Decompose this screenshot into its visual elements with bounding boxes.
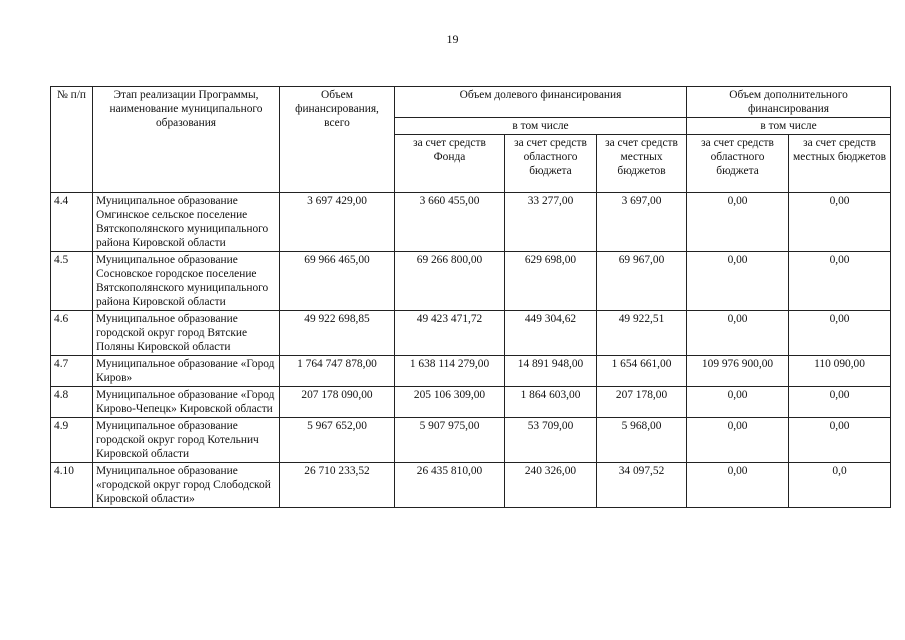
- row-name: Муниципальное образование «городской округ город Слободской Кировской области»: [93, 463, 280, 508]
- row-total: 69 966 465,00: [280, 252, 395, 311]
- row-regional: 14 891 948,00: [505, 356, 597, 387]
- row-name: Муниципальное образование Омгинское сельское поселение Вятскополянского муниципального района Кировской области: [93, 193, 280, 252]
- row-fund: 1 638 114 279,00: [395, 356, 505, 387]
- header-regional: за счет средств областного бюджета: [505, 135, 597, 193]
- row-name: Муниципальное образование Сосновское городское поселение Вятскополянского муниципального района Кировской области: [93, 252, 280, 311]
- row-add-regional: 0,00: [687, 311, 789, 356]
- row-fund: 205 106 309,00: [395, 387, 505, 418]
- row-total: 1 764 747 878,00: [280, 356, 395, 387]
- row-total: 207 178 090,00: [280, 387, 395, 418]
- row-add-local: 0,00: [789, 418, 891, 463]
- row-fund: 49 423 471,72: [395, 311, 505, 356]
- header-num: № п/п: [51, 87, 93, 193]
- header-add-local: за счет средств местных бюджетов: [789, 135, 891, 193]
- table-row: [51, 387, 891, 418]
- row-regional: 1 864 603,00: [505, 387, 597, 418]
- row-fund: 26 435 810,00: [395, 463, 505, 508]
- header-fund: за счет средств Фонда: [395, 135, 505, 193]
- row-regional: 629 698,00: [505, 252, 597, 311]
- row-num: 4.4: [51, 193, 93, 252]
- row-add-local: 0,00: [789, 252, 891, 311]
- row-add-local: 110 090,00: [789, 356, 891, 387]
- row-local: 207 178,00: [597, 387, 687, 418]
- row-add-local: 0,0: [789, 463, 891, 508]
- row-local: 3 697,00: [597, 193, 687, 252]
- row-regional: 449 304,62: [505, 311, 597, 356]
- row-regional: 33 277,00: [505, 193, 597, 252]
- financing-table: [50, 86, 891, 508]
- row-num: 4.7: [51, 356, 93, 387]
- row-num: 4.8: [51, 387, 93, 418]
- row-local: 69 967,00: [597, 252, 687, 311]
- row-fund: 5 907 975,00: [395, 418, 505, 463]
- header-shared: Объем долевого финансирования: [395, 87, 687, 118]
- table-row: [51, 193, 891, 252]
- row-total: 5 967 652,00: [280, 418, 395, 463]
- row-add-regional: 0,00: [687, 463, 789, 508]
- row-num: 4.10: [51, 463, 93, 508]
- table-row: [51, 418, 891, 463]
- row-add-local: 0,00: [789, 311, 891, 356]
- table-row: [51, 356, 891, 387]
- row-name: Муниципальное образование «Город Кирово-Чепецк» Кировской области: [93, 387, 280, 418]
- row-local: 1 654 661,00: [597, 356, 687, 387]
- row-add-regional: 0,00: [687, 193, 789, 252]
- row-add-regional: 0,00: [687, 387, 789, 418]
- header-including-shared: в том числе: [395, 118, 687, 135]
- header-add-regional: за счет средств областного бюджета: [687, 135, 789, 193]
- page-number: 19: [446, 32, 459, 46]
- table-header: [51, 87, 891, 193]
- header-stage: Этап реализации Программы, наименование муниципального образования: [93, 87, 280, 193]
- row-name: Муниципальное образование «Город Киров»: [93, 356, 280, 387]
- header-including-additional: в том числе: [687, 118, 891, 135]
- row-add-local: 0,00: [789, 193, 891, 252]
- header-local: за счет средств местных бюджетов: [597, 135, 687, 193]
- table-row: [51, 311, 891, 356]
- row-regional: 53 709,00: [505, 418, 597, 463]
- header-total: Объем финансирования, всего: [280, 87, 395, 193]
- row-name: Муниципальное образование городской округ город Вятские Поляны Кировской области: [93, 311, 280, 356]
- row-add-regional: 109 976 900,00: [687, 356, 789, 387]
- row-total: 49 922 698,85: [280, 311, 395, 356]
- table-row: [51, 252, 891, 311]
- row-fund: 69 266 800,00: [395, 252, 505, 311]
- row-name: Муниципальное образование городской округ город Котельнич Кировской области: [93, 418, 280, 463]
- table-body: [51, 193, 891, 508]
- row-total: 26 710 233,52: [280, 463, 395, 508]
- row-regional: 240 326,00: [505, 463, 597, 508]
- header-additional: Объем дополнительного финансирования: [687, 87, 891, 118]
- row-num: 4.5: [51, 252, 93, 311]
- row-add-regional: 0,00: [687, 252, 789, 311]
- row-add-regional: 0,00: [687, 418, 789, 463]
- row-total: 3 697 429,00: [280, 193, 395, 252]
- row-add-local: 0,00: [789, 387, 891, 418]
- row-local: 34 097,52: [597, 463, 687, 508]
- row-fund: 3 660 455,00: [395, 193, 505, 252]
- row-local: 49 922,51: [597, 311, 687, 356]
- table-row: [51, 463, 891, 508]
- row-local: 5 968,00: [597, 418, 687, 463]
- row-num: 4.9: [51, 418, 93, 463]
- row-num: 4.6: [51, 311, 93, 356]
